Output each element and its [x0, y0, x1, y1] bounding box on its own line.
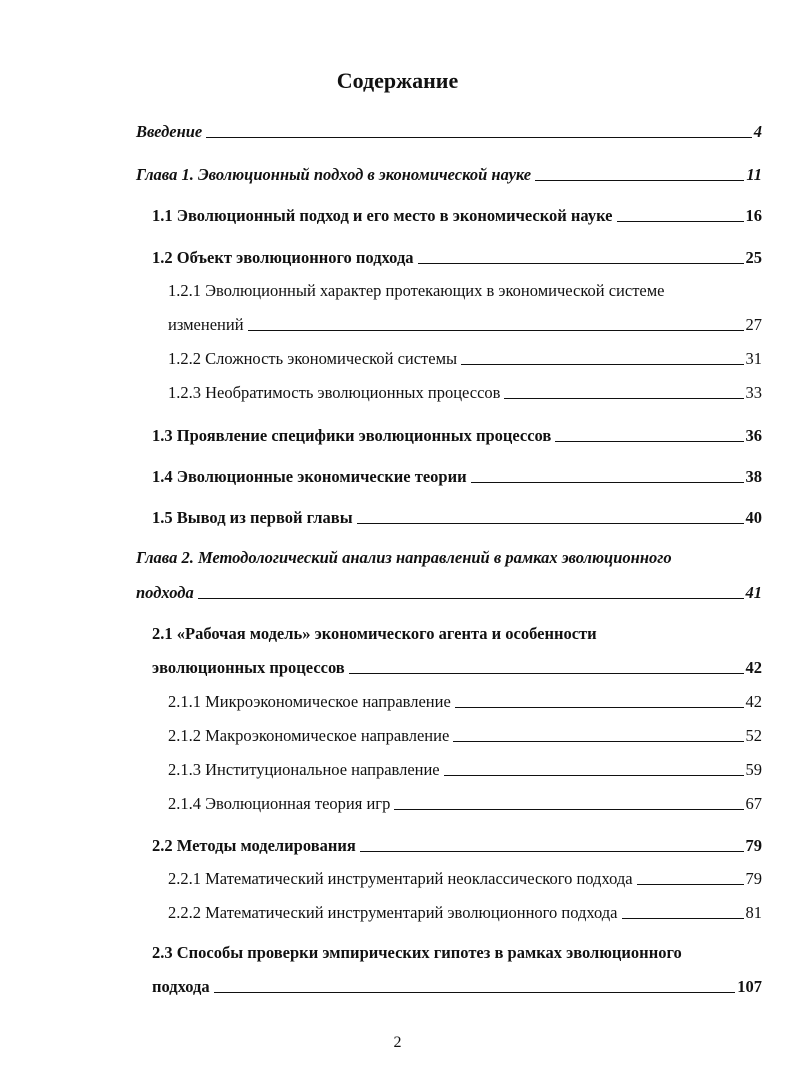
toc-entry-text: Глава 1. Эволюционный подход в экономической науке: [136, 165, 532, 184]
toc-entry-text: 1.2 Объект эволюционного подхода: [152, 248, 414, 267]
toc-entry-section-1-5[interactable]: [152, 506, 762, 528]
toc-entry-text: подхода: [152, 977, 210, 996]
toc-entry-text: 1.4 Эволюционные экономические теории: [152, 467, 467, 486]
toc-entry-page: 36: [745, 426, 762, 445]
toc-leader-line: [535, 180, 744, 181]
toc-entry-page: 67: [745, 794, 762, 813]
toc-entry-section-2-3-line1[interactable]: 2.3 Способы проверки эмпирических гипотез в рамках эволюционного: [152, 943, 682, 962]
toc-entry-text: подхода: [136, 583, 194, 602]
toc-entry-subsection-1-2-3[interactable]: [168, 381, 762, 403]
toc-entry-subsection-1-2-1-line1[interactable]: 1.2.1 Эволюционный характер протекающих в экономической системе: [168, 281, 665, 300]
toc-leader-line: [360, 851, 744, 852]
toc-entry-text: 2.1.2 Макроэкономическое направление: [168, 726, 450, 745]
toc-entry-subsection-1-2-2[interactable]: [168, 347, 762, 369]
toc-leader-line: [394, 809, 743, 810]
toc-leader-line: [622, 918, 744, 919]
toc-entry-text: 2.1.4 Эволюционная теория игр: [168, 794, 391, 813]
toc-entry-subsection-2-1-2[interactable]: [168, 724, 762, 746]
toc-entry-page: 81: [745, 903, 762, 922]
toc-leader-line: [248, 330, 744, 331]
toc-entry-text: изменений: [168, 315, 244, 334]
toc-leader-line: [206, 137, 751, 138]
toc-leader-line: [455, 707, 744, 708]
toc-entry-subsection-2-2-2[interactable]: [168, 901, 762, 923]
toc-entry-text: эволюционных процессов: [152, 658, 345, 677]
toc-entry-subsection-2-2-1[interactable]: [168, 867, 762, 889]
toc-leader-line: [349, 673, 744, 674]
toc-entry-page: 52: [745, 726, 762, 745]
toc-entry-page: 41: [745, 583, 762, 602]
toc-entry-page: 107: [737, 977, 762, 996]
toc-entry-text: Введение: [136, 122, 203, 141]
toc-entry-text: 2.2 Методы моделирования: [152, 836, 356, 855]
toc-leader-line: [471, 482, 744, 483]
toc-leader-line: [637, 884, 744, 885]
toc-entry-text: 2.2.2 Математический инструментарий эволюционного подхода: [168, 903, 618, 922]
toc-entry-page: 79: [745, 836, 762, 855]
toc-entry-subsection-2-1-3[interactable]: [168, 758, 762, 780]
toc-leader-line: [198, 598, 744, 599]
toc-entry-section-2-1[interactable]: [152, 656, 762, 678]
toc-entry-page: 40: [745, 508, 762, 527]
toc-leader-line: [504, 398, 743, 399]
toc-entry-page: 59: [745, 760, 762, 779]
toc-entry-page: 33: [745, 383, 762, 402]
toc-entry-section-2-1-line1[interactable]: 2.1 «Рабочая модель» экономического агента и особенности: [152, 624, 597, 643]
toc-leader-line: [453, 741, 743, 742]
toc-entry-text: 1.1 Эволюционный подход и его место в экономической науке: [152, 206, 613, 225]
toc-leader-line: [617, 221, 744, 222]
toc-entry-page: 25: [745, 248, 762, 267]
toc-entry-section-2-3[interactable]: [152, 975, 762, 997]
toc-entry-text: 1.5 Вывод из первой главы: [152, 508, 353, 527]
toc-entry-chapter-1[interactable]: [136, 163, 762, 185]
toc-entry-section-1-1[interactable]: [152, 204, 762, 226]
page-number: 2: [393, 1034, 402, 1051]
toc-entry-chapter-2[interactable]: [136, 581, 762, 603]
toc-entry-page: 42: [745, 692, 762, 711]
toc-leader-line: [418, 263, 744, 264]
toc-entry-subsection-2-1-4[interactable]: [168, 792, 762, 814]
toc-entry-section-2-2[interactable]: [152, 834, 762, 856]
toc-entry-text: 2.1.3 Институциональное направление: [168, 760, 440, 779]
toc-entry-subsection-1-2-1[interactable]: [168, 313, 762, 335]
toc-entry-section-1-2[interactable]: [152, 246, 762, 268]
toc-entry-text: 1.2.3 Необратимость эволюционных процессов: [168, 383, 501, 402]
page-title: Содержание: [336, 68, 459, 93]
toc-entry-text: 1.2.2 Сложность экономической системы: [168, 349, 458, 368]
toc-entry-page: 42: [745, 658, 762, 677]
toc-entry-page: 31: [745, 349, 762, 368]
toc-leader-line: [444, 775, 744, 776]
toc-leader-line: [357, 523, 744, 524]
toc-entry-section-1-3[interactable]: [152, 424, 762, 446]
toc-entry-intro[interactable]: [136, 120, 762, 142]
toc-entry-page: 16: [745, 206, 762, 225]
toc-entry-text: 2.2.1 Математический инструментарий неоклассического подхода: [168, 869, 633, 888]
toc-leader-line: [555, 441, 743, 442]
toc-entry-subsection-2-1-1[interactable]: [168, 690, 762, 712]
toc-entry-page: 4: [753, 122, 762, 141]
toc-entry-page: 79: [745, 869, 762, 888]
toc-leader-line: [461, 364, 743, 365]
toc-entry-section-1-4[interactable]: [152, 465, 762, 487]
toc-entry-page: 11: [746, 165, 762, 184]
toc-entry-text: 1.3 Проявление специфики эволюционных процессов: [152, 426, 552, 445]
toc-entry-page: 38: [745, 467, 762, 486]
toc-entry-page: 27: [745, 315, 762, 334]
toc-leader-line: [214, 992, 736, 993]
toc-entry-chapter-2-line1[interactable]: Глава 2. Методологический анализ направлений в рамках эволюционного: [136, 548, 672, 567]
toc-entry-text: 2.1.1 Микроэкономическое направление: [168, 692, 451, 711]
